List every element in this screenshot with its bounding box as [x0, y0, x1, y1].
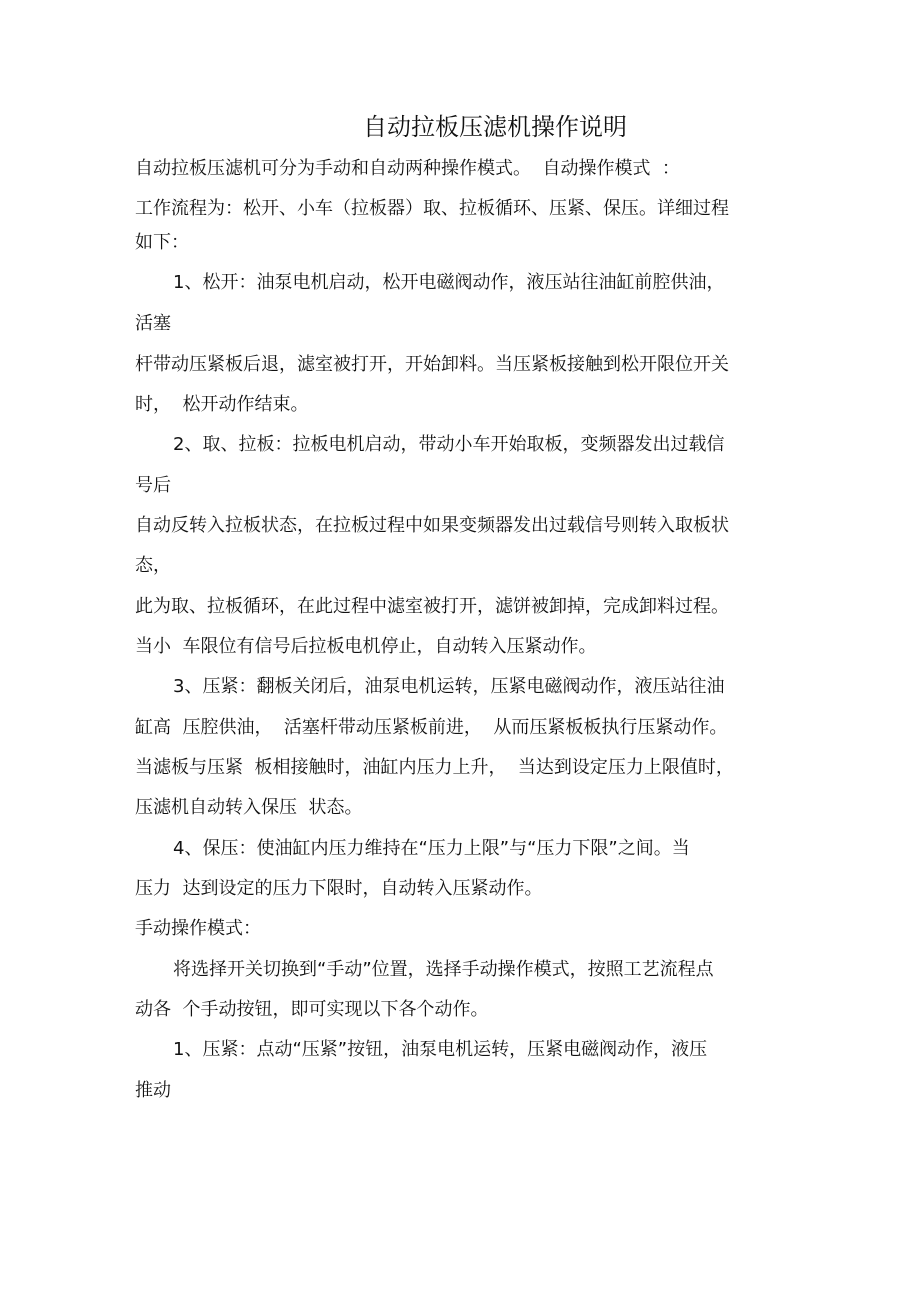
text-line: 工作流程为：松开、小车（拉板器）取、拉板循环、压紧、保压。详细过程	[135, 198, 729, 219]
text-line: 号后	[135, 475, 171, 496]
text-line: 2、取、拉板：拉板电机启动，带动小车开始取板，变频器发出过载信	[173, 434, 725, 455]
text-line: 手动操作模式：	[135, 918, 261, 939]
text-line: 将选择开关切换到“手动”位置，选择手动操作模式，按照工艺流程点	[173, 959, 714, 980]
text-line: 压力 达到设定的压力下限时，自动转入压紧动作。	[135, 878, 543, 899]
document-title: 自动拉板压滤机操作说明	[363, 113, 627, 141]
text-line: 1、松开：油泵电机启动，松开电磁阀动作，液压站往油缸前腔供油，	[173, 272, 725, 293]
text-line: 推动	[135, 1080, 171, 1101]
text-line: 1、压紧：点动“压紧”按钮，油泵电机运转，压紧电磁阀动作，液压	[173, 1039, 708, 1060]
text-line: 缸高 压腔供油， 活塞杆带动压紧板前进， 从而压紧板板执行压紧动作。	[135, 717, 728, 738]
text-line: 自动反转入拉板状态，在拉板过程中如果变频器发出过载信号则转入取板状	[135, 515, 729, 536]
text-line: 3、压紧：翻板关闭后，油泵电机运转，压紧电磁阀动作，液压站往油	[173, 676, 725, 697]
text-line: 态，	[135, 555, 171, 576]
text-line: 压滤机自动转入保压 状态。	[135, 797, 363, 818]
text-line: 杆带动压紧板后退，滤室被打开，开始卸料。当压紧板接触到松开限位开关	[135, 354, 729, 375]
text-line: 当滤板与压紧 板相接触时，油缸内压力上升， 当达到设定压力上限值时，	[135, 757, 734, 778]
text-line: 自动拉板压滤机可分为手动和自动两种操作模式。 自动操作模式 ：	[135, 158, 680, 179]
text-line: 时， 松开动作结束。	[135, 394, 309, 415]
text-line: 活塞	[135, 313, 171, 334]
text-line: 如下：	[135, 232, 189, 253]
text-line: 动各 个手动按钮，即可实现以下各个动作。	[135, 999, 489, 1020]
text-line: 此为取、拉板循环，在此过程中滤室被打开，滤饼被卸掉，完成卸料过程。	[135, 596, 729, 617]
text-line: 当小 车限位有信号后拉板电机停止，自动转入压紧动作。	[135, 636, 597, 657]
text-line: 4、保压：使油缸内压力维持在“压力上限”与“压力下限”之间。当	[173, 838, 690, 859]
